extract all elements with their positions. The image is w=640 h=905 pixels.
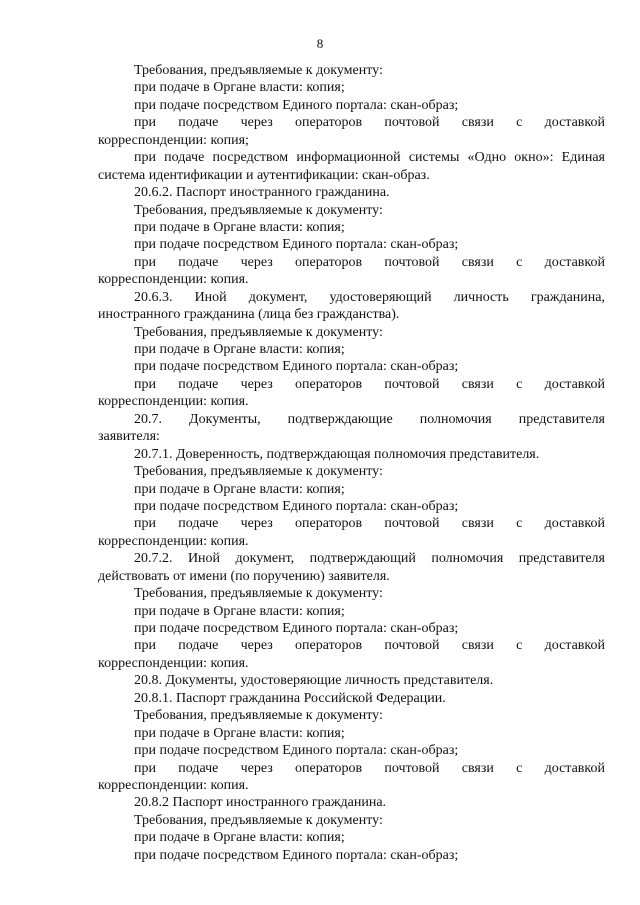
text-line: при подаче через операторов почтовой связи с доставкой — [134, 638, 605, 654]
text-line: при подаче в Органе власти: копия; — [134, 342, 345, 357]
text-line: 20.6.3. Иной документ, удостоверяющий личность гражданина, — [134, 289, 605, 305]
text-line: Требования, предъявляемые к документу: — [134, 202, 383, 218]
text-line: при подаче в Органе власти: копия; — [134, 219, 345, 235]
text-line: при подаче в Органе власти: копия; — [134, 830, 345, 846]
text-line: Требования, предъявляемые к документу: — [134, 324, 383, 340]
text-line: Требования, предъявляемые к документу: — [134, 586, 383, 602]
text-line: заявителя: — [98, 429, 160, 445]
text-line: при подаче через операторов почтовой связи с доставкой — [134, 516, 605, 532]
text-line: иностранного гражданина (лица без гражданства). — [98, 307, 400, 323]
text-line: Требования, предъявляемые к документу: — [134, 464, 383, 480]
text-line: при подаче через операторов почтовой связи с доставкой — [134, 254, 605, 270]
text-line: действовать от имени (по поручению) заявителя. — [98, 568, 390, 584]
text-line: при подаче в Органе власти: копия; — [134, 481, 345, 497]
text-line: при подаче посредством Единого портала: скан-образ; — [134, 359, 459, 375]
text-line: корреспонденции: копия. — [98, 394, 249, 410]
text-line: Требования, предъявляемые к документу: — [134, 812, 383, 828]
text-line: корреспонденции: копия. — [98, 272, 249, 288]
text-line: при подаче посредством Единого портала: скан-образ; — [134, 743, 459, 759]
text-line: при подаче посредством информационной системы «Одно окно»: Единая — [134, 150, 605, 166]
text-line: при подаче посредством Единого портала: скан-образ; — [134, 847, 459, 863]
text-line: корреспонденции: копия. — [98, 533, 249, 549]
text-line: 20.8.1. Паспорт гражданина Российской Федерации. — [134, 690, 446, 706]
text-line: при подаче в Органе власти: копия; — [134, 80, 345, 96]
text-line: при подаче в Органе власти: копия; — [134, 725, 345, 741]
text-line: Требования, предъявляемые к документу: — [134, 63, 383, 78]
text-line: Требования, предъявляемые к документу: — [134, 708, 383, 724]
text-line: 20.7. Документы, подтверждающие полномочия представителя — [134, 411, 605, 427]
text-line: корреспонденции: копия; — [98, 132, 249, 148]
text-line: при подаче через операторов почтовой связи с доставкой — [134, 115, 605, 131]
text-line: при подаче посредством Единого портала: скан-образ; — [134, 621, 459, 636]
text-line: 20.8.2 Паспорт иностранного гражданина. — [134, 795, 387, 811]
text-line: корреспонденции: копия. — [98, 655, 249, 671]
text-line: 20.7.2. Иной документ, подтверждающий полномочия представителя — [134, 551, 605, 567]
text-line: система идентификации и аутентификации: скан-образ. — [98, 167, 430, 183]
page-number: 8 — [316, 36, 324, 51]
text-line: 20.7.1. Доверенность, подтверждающая полномочия представителя. — [134, 446, 540, 462]
text-line: при подаче посредством Единого портала: скан-образ; — [134, 498, 459, 514]
text-line: корреспонденции: копия. — [98, 777, 249, 793]
text-line: при подаче через операторов почтовой связи с доставкой — [134, 376, 605, 392]
text-line: при подаче посредством Единого портала: скан-образ; — [134, 237, 459, 253]
text-line: при подаче в Органе власти: копия; — [134, 603, 345, 619]
text-line: 20.8. Документы, удостоверяющие личность представителя. — [134, 673, 494, 689]
text-line: 20.6.2. Паспорт иностранного гражданина. — [134, 185, 390, 201]
document-body — [98, 62, 605, 864]
text-line: при подаче посредством Единого портала: скан-образ; — [134, 97, 459, 113]
text-line: при подаче через операторов почтовой связи с доставкой — [134, 760, 605, 776]
